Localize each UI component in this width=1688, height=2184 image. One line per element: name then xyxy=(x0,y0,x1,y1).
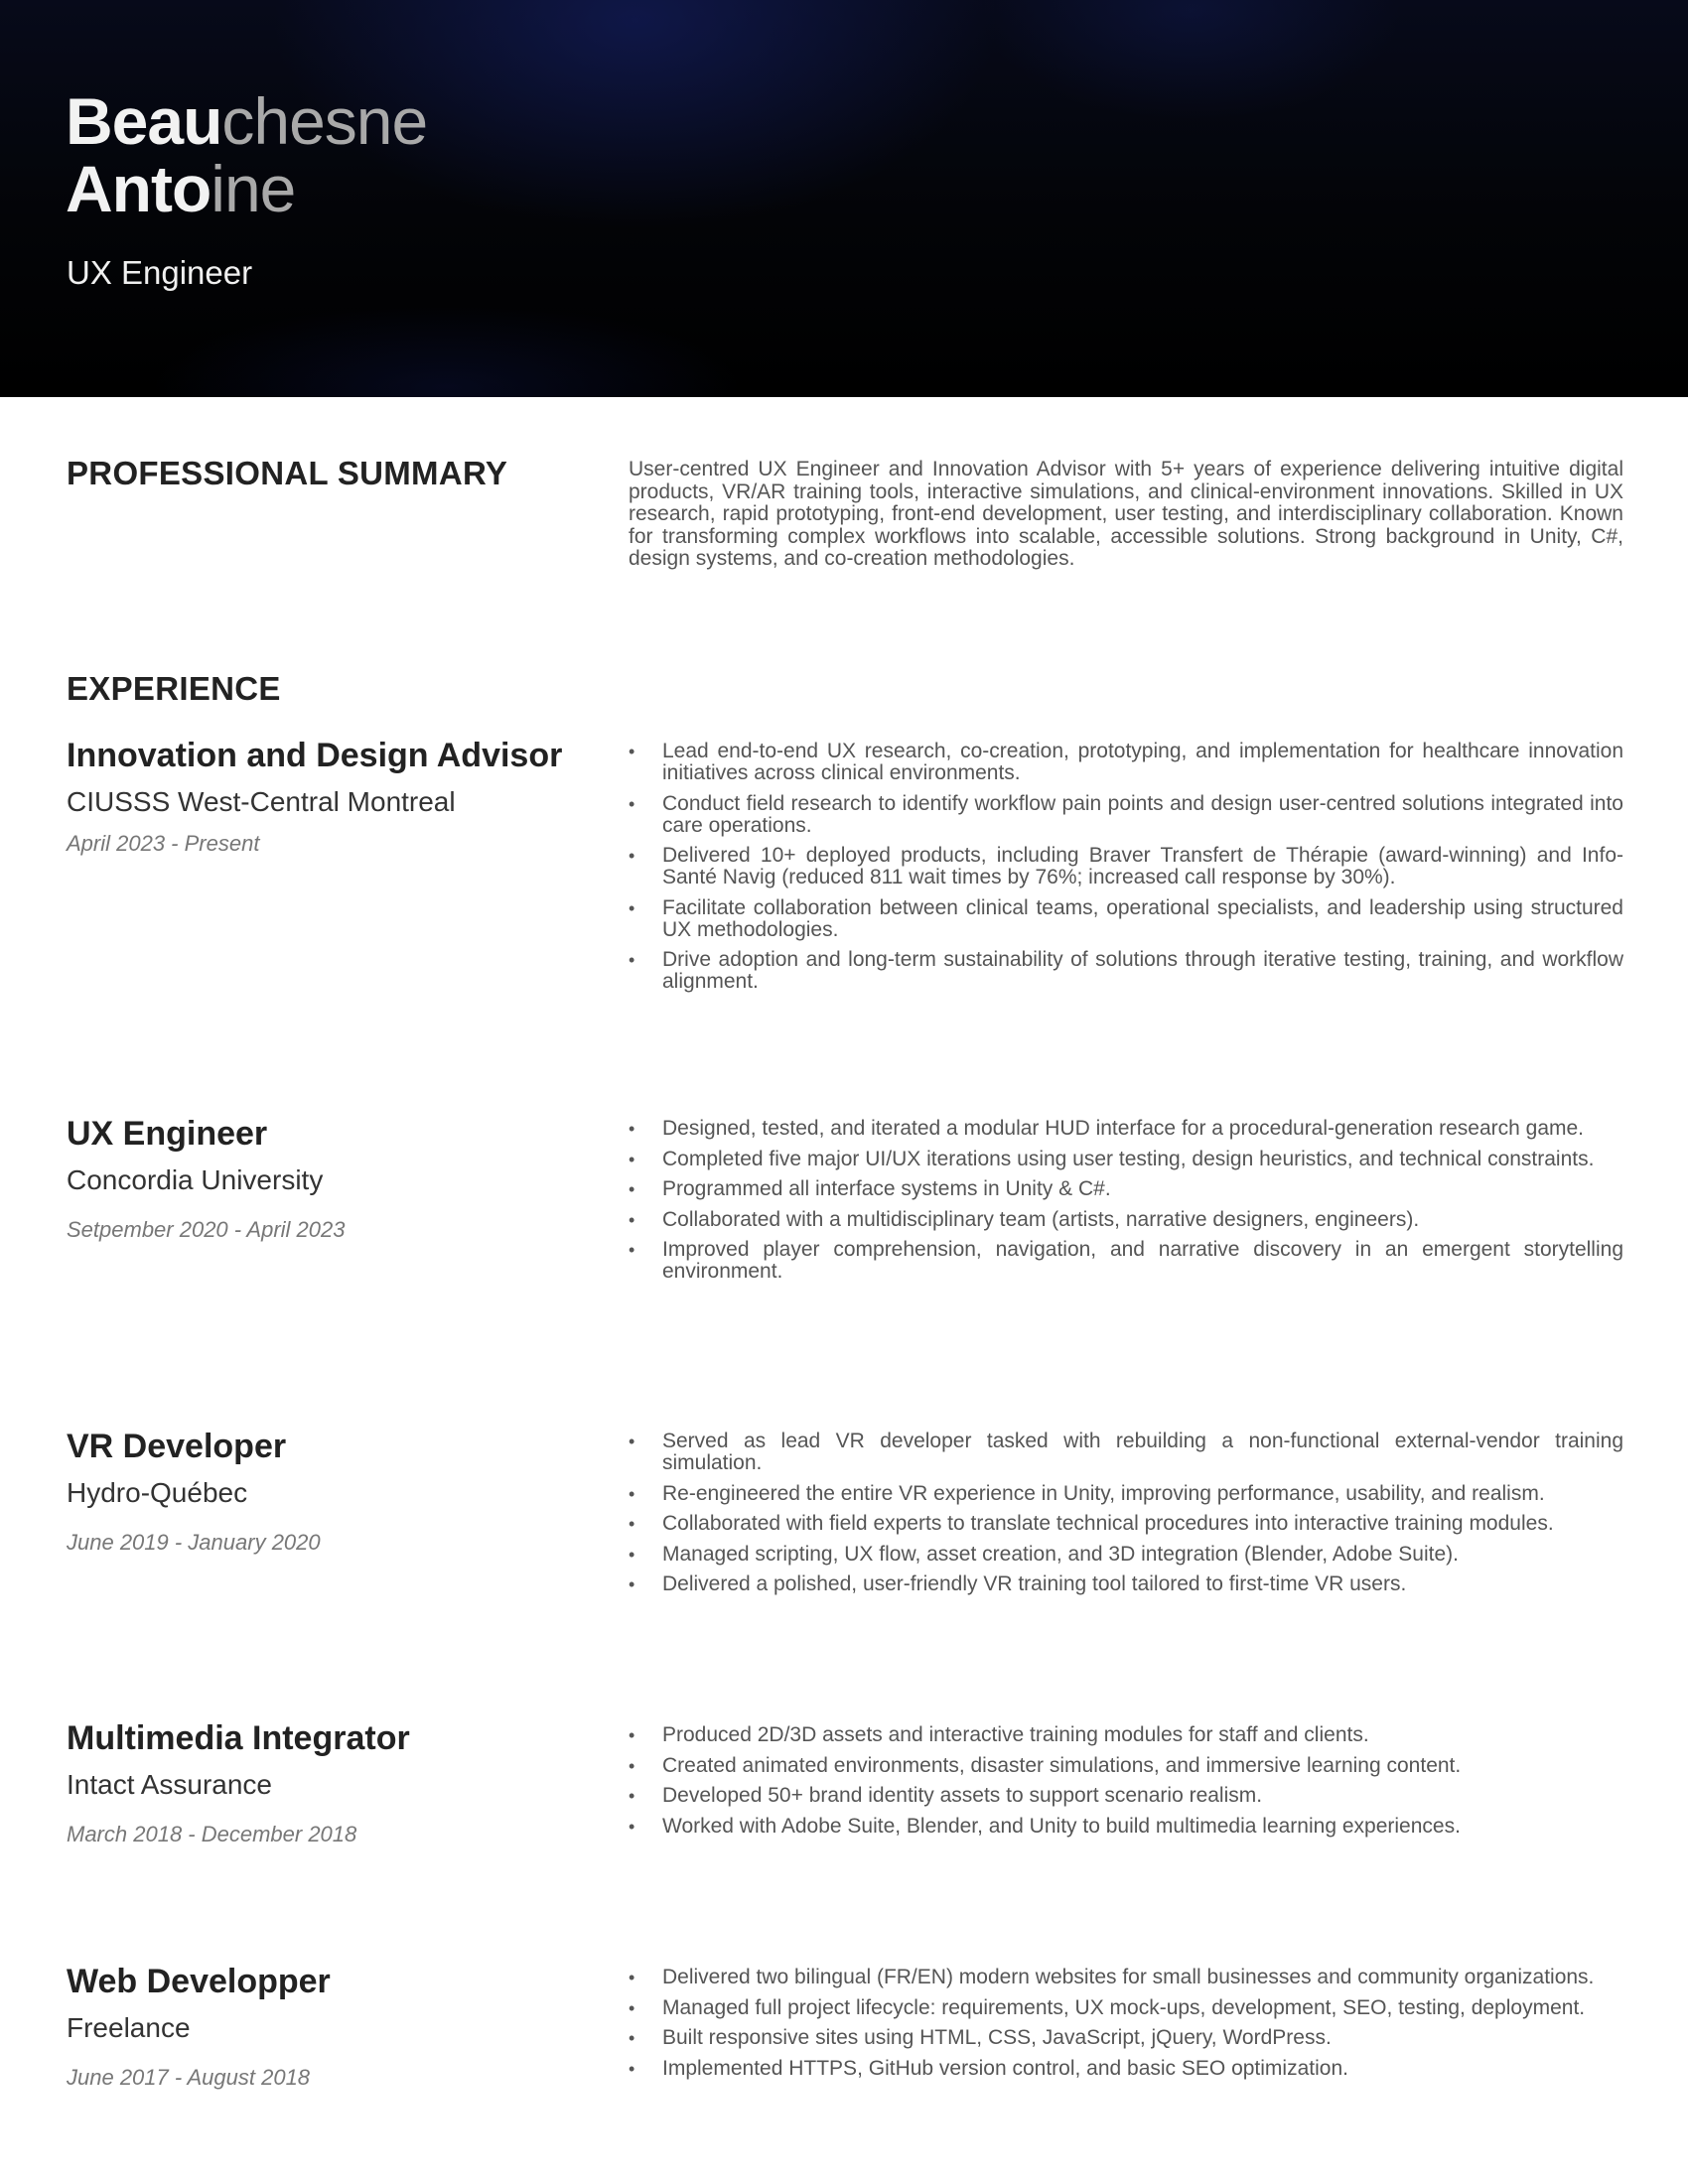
bullet-item: • Developed 50+ brand identity assets to support scenario realism. xyxy=(629,1785,1623,1807)
bullet-item: • Completed five major UI/UX iterations using user testing, design heuristics, and technical constraints. xyxy=(629,1149,1623,1170)
name-line2-dim: ine xyxy=(211,152,296,225)
job-title: Innovation and Design Advisor xyxy=(67,737,563,774)
summary-heading: PROFESSIONAL SUMMARY xyxy=(67,455,508,491)
job-organization: CIUSSS West-Central Montreal xyxy=(67,786,456,817)
job-organization: Hydro-Québec xyxy=(67,1477,248,1508)
job-info xyxy=(67,1427,583,1556)
summary-text: User-centred UX Engineer and Innovation Advisor with 5+ years of experience delivering intuitive digital products, VR/AR training tools, interactive simulations, and clinical-environment innovations. Skilled in UX research, rapid prototyping, front-end development, user testing, and interdisciplinary collaboration. Known for transforming complex workflows into scalable, accessible solutions. Strong background in Unity, C#, design systems, and co-creation methodologies. xyxy=(629,458,1623,570)
bullet-item: • Programmed all interface systems in Unity & C#. xyxy=(629,1178,1623,1200)
job-title: Web Developper xyxy=(67,1963,331,2000)
bullet-item: • Managed scripting, UX flow, asset creation, and 3D integration (Blender, Adobe Suite). xyxy=(629,1544,1623,1566)
job-title: Multimedia Integrator xyxy=(67,1719,410,1757)
experience-heading: EXPERIENCE xyxy=(67,670,281,707)
bullet-item: • Improved player comprehension, navigation, and narrative discovery in an emergent storytelling environment. xyxy=(629,1239,1623,1283)
bullet-item: • Produced 2D/3D assets and interactive training modules for staff and clients. xyxy=(629,1724,1623,1746)
job-bullets xyxy=(629,1431,1623,1604)
bullet-item: • Designed, tested, and iterated a modular HUD interface for a procedural-generation research game. xyxy=(629,1118,1623,1140)
name-line2-bright: Anto xyxy=(66,152,211,225)
job-organization: Freelance xyxy=(67,2012,191,2043)
bullet-item: • Facilitate collaboration between clinical teams, operational specialists, and leadership using structured UX methodologies. xyxy=(629,897,1623,941)
job-title: UX Engineer xyxy=(67,1115,268,1153)
header-banner xyxy=(0,0,1688,397)
bullet-item: • Built responsive sites using HTML, CSS, JavaScript, jQuery, WordPress. xyxy=(629,2027,1623,2049)
bullet-item: • Collaborated with a multidisciplinary team (artists, narrative designers, engineers). xyxy=(629,1209,1623,1231)
job-title: VR Developer xyxy=(67,1428,287,1465)
job-organization: Concordia University xyxy=(67,1164,324,1195)
bullet-item: • Conduct field research to identify workflow pain points and design user-centred solutions integrated into care operations. xyxy=(629,793,1623,837)
bullet-item: • Re-engineered the entire VR experience in Unity, improving performance, usability, and realism. xyxy=(629,1483,1623,1505)
candidate-name xyxy=(66,84,428,225)
bullet-item: • Collaborated with field experts to translate technical procedures into interactive training modules. xyxy=(629,1513,1623,1535)
bullet-item: • Delivered two bilingual (FR/EN) modern websites for small businesses and community organizations. xyxy=(629,1967,1623,1988)
bullet-item: • Lead end-to-end UX research, co-creation, prototyping, and implementation for healthcare innovation initiatives across clinical environments. xyxy=(629,741,1623,784)
job-bullets xyxy=(629,1724,1623,1845)
bullet-item: • Delivered a polished, user-friendly VR training tool tailored to first-time VR users. xyxy=(629,1573,1623,1595)
bullet-item: • Created animated environments, disaster simulations, and immersive learning content. xyxy=(629,1755,1623,1777)
job-info xyxy=(67,1114,583,1243)
job-dates: Setpember 2020 - April 2023 xyxy=(67,1217,346,1242)
job-dates: June 2019 - January 2020 xyxy=(67,1530,321,1555)
job-organization: Intact Assurance xyxy=(67,1769,273,1800)
job-info xyxy=(67,1718,583,1847)
job-bullets xyxy=(629,1967,1623,2088)
bullet-item: • Implemented HTTPS, GitHub version control, and basic SEO optimization. xyxy=(629,2058,1623,2080)
bullet-item: • Served as lead VR developer tasked with rebuilding a non-functional external-vendor training simulation. xyxy=(629,1431,1623,1474)
job-bullets xyxy=(629,741,1623,1002)
job-info xyxy=(67,736,583,857)
job-dates: March 2018 - December 2018 xyxy=(67,1822,357,1846)
job-dates: April 2023 - Present xyxy=(67,831,260,856)
candidate-role: UX Engineer xyxy=(67,254,253,291)
name-line1-dim: chesne xyxy=(221,84,428,158)
name-line1-bright: Beau xyxy=(66,84,222,158)
job-dates: June 2017 - August 2018 xyxy=(67,2065,311,2090)
bullet-item: • Worked with Adobe Suite, Blender, and Unity to build multimedia learning experiences. xyxy=(629,1816,1623,1838)
bullet-item: • Delivered 10+ deployed products, including Braver Transfert de Thérapie (award-winning) and Info-Santé Navig (reduced 811 wait times by 76%; increased call response by 30%). xyxy=(629,845,1623,888)
job-info xyxy=(67,1962,583,2091)
bullet-item: • Managed full project lifecycle: requirements, UX mock-ups, development, SEO, testing, deployment. xyxy=(629,1997,1623,2019)
bullet-item: • Drive adoption and long-term sustainability of solutions through iterative testing, training, and workflow alignment. xyxy=(629,949,1623,993)
job-bullets xyxy=(629,1118,1623,1292)
